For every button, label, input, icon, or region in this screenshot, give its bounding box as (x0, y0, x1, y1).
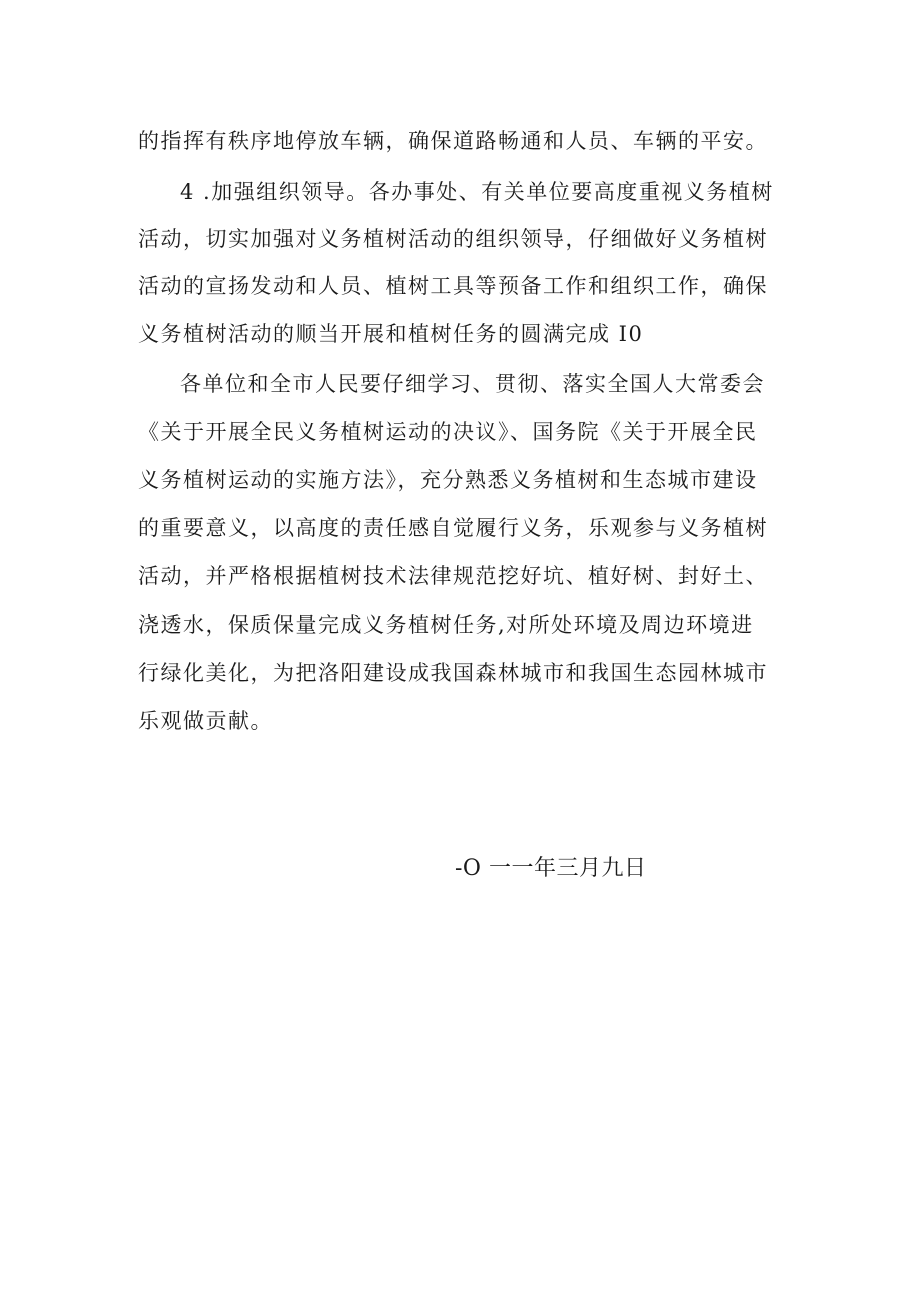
body-text-line: 活动，并严格根据植树技术法律规范挖好坑、植好树、封好土、 (138, 564, 768, 588)
body-text-line: 浇透水，保质保量完成义务植树任务,对所处环境及周边环境进 (138, 613, 754, 637)
document-date: -O 一一年三月九日 (455, 856, 647, 881)
body-text-line: 义务植树活动的顺当开展和植树任务的圆满完成 I0 (138, 322, 644, 346)
body-text-line: 各单位和全市人民要仔细学习、贯彻、落实全国人大常委会 (180, 372, 765, 396)
body-text-line: 活动，切实加强对义务植树活动的组织领导，仔细做好义务植树 (138, 227, 768, 251)
body-text-line: 《关于开展全民义务植树运动的决议》、国务院《关于开展全民 (138, 420, 758, 444)
body-text-line: 4 .加强组织领导。各办事处、有关单位要高度重视义务植树 (180, 180, 774, 204)
body-text-line: 的指挥有秩序地停放车辆，确保道路畅通和人员、车辆的平安。 (138, 129, 768, 153)
body-text-line: 活动的宣扬发动和人员、植树工具等预备工作和组织工作，确保 (138, 274, 768, 298)
body-text-line: 义务植树运动的实施方法》，充分熟悉义务植树和生态城市建设 (138, 468, 758, 492)
body-text-line: 行绿化美化，为把洛阳建设成我国森林城市和我国生态园林城市 (138, 661, 768, 685)
body-text-line: 的重要意义，以高度的责任感自觉履行义务，乐观参与义务植树 (138, 516, 768, 540)
body-text-line: 乐观做贡献。 (138, 709, 273, 733)
